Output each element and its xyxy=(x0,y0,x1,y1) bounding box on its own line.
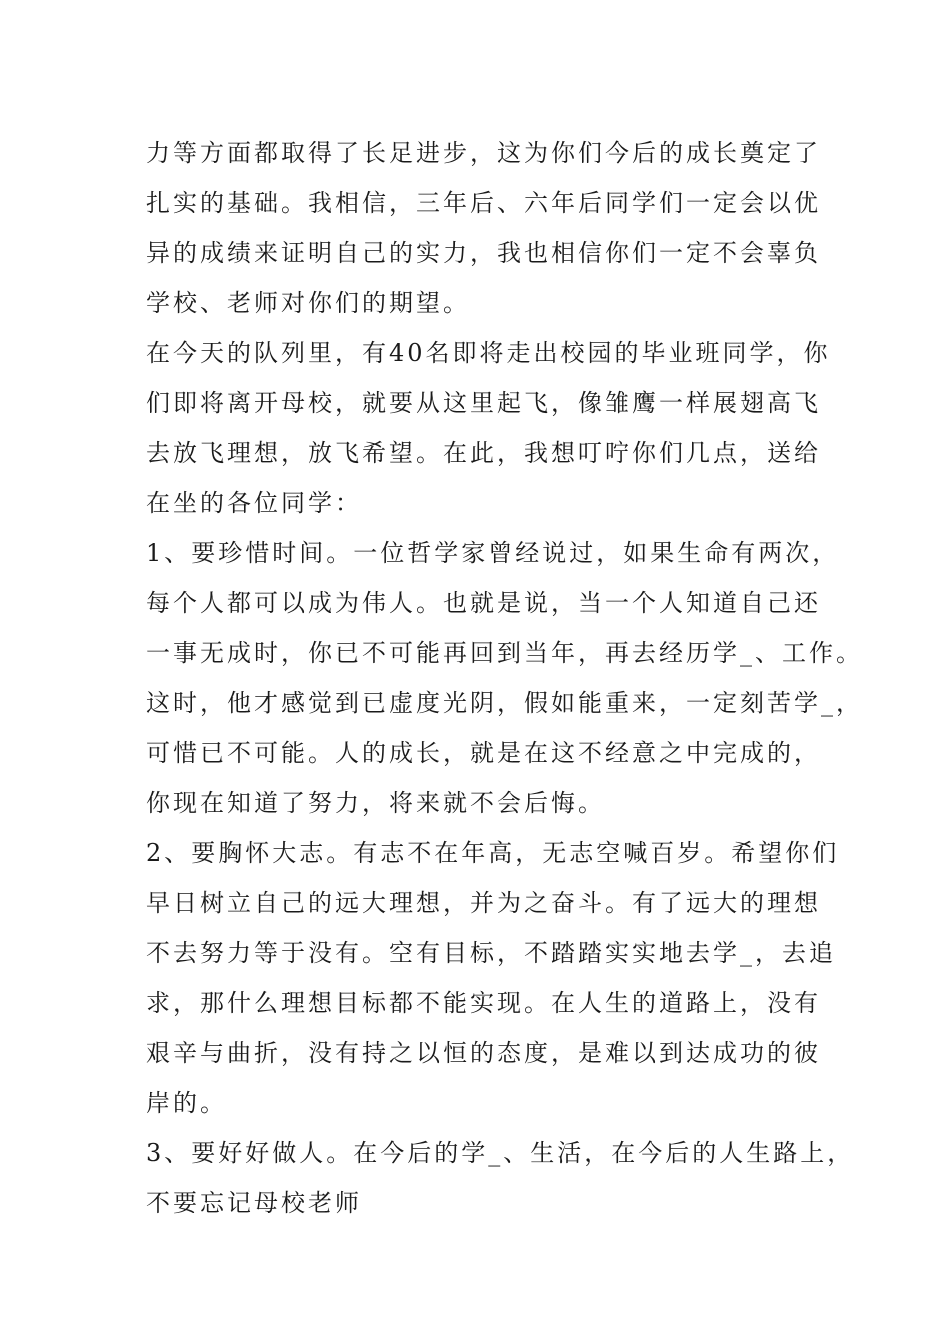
text-line: 每个人都可以成为伟人。也就是说，当一个人知道自己还 xyxy=(146,589,821,617)
text-line: 们即将离开母校，就要从这里起飞，像雏鹰一样展翅高飞 xyxy=(146,389,821,417)
text-line: 不去努力等于没有。空有目标，不踏踏实实地去学_，去追 xyxy=(146,939,836,967)
text-line: 求，那什么理想目标都不能实现。在人生的道路上，没有 xyxy=(146,989,821,1017)
text-line: 艰辛与曲折，没有持之以恒的态度，是难以到达成功的彼 xyxy=(146,1039,821,1067)
text-line: 在坐的各位同学： xyxy=(146,489,362,517)
text-line: 1、要珍惜时间。一位哲学家曾经说过，如果生命有两次， xyxy=(146,539,840,567)
text-line: 力等方面都取得了长足进步，这为你们今后的成长奠定了 xyxy=(146,139,821,167)
text-line: 不要忘记母校老师 xyxy=(146,1189,362,1217)
text-line: 异的成绩来证明自己的实力，我也相信你们一定不会辜负 xyxy=(146,239,821,267)
text-line: 扎实的基础。我相信，三年后、六年后同学们一定会以优 xyxy=(146,189,821,217)
text-line: 早日树立自己的远大理想，并为之奋斗。有了远大的理想 xyxy=(146,889,821,917)
text-line: 3、要好好做人。在今后的学_、生活，在今后的人生路上， xyxy=(146,1139,855,1167)
text-line: 学校、老师对你们的期望。 xyxy=(146,289,470,317)
text-line: 这时，他才感觉到已虚度光阴，假如能重来，一定刻苦学_， xyxy=(146,689,863,717)
text-line: 2、要胸怀大志。有志不在年高，无志空喊百岁。希望你们 xyxy=(146,839,840,867)
text-line: 一事无成时，你已不可能再回到当年，再去经历学_、工作。 xyxy=(146,639,863,667)
text-line: 可惜已不可能。人的成长，就是在这不经意之中完成的， xyxy=(146,739,821,767)
text-line: 去放飞理想，放飞希望。在此，我想叮咛你们几点，送给 xyxy=(146,439,821,467)
text-line: 你现在知道了努力，将来就不会后悔。 xyxy=(146,789,605,817)
text-line: 岸的。 xyxy=(146,1089,227,1117)
text-line: 在今天的队列里，有40名即将走出校园的毕业班同学，你 xyxy=(146,339,831,367)
document-body xyxy=(146,128,863,1228)
